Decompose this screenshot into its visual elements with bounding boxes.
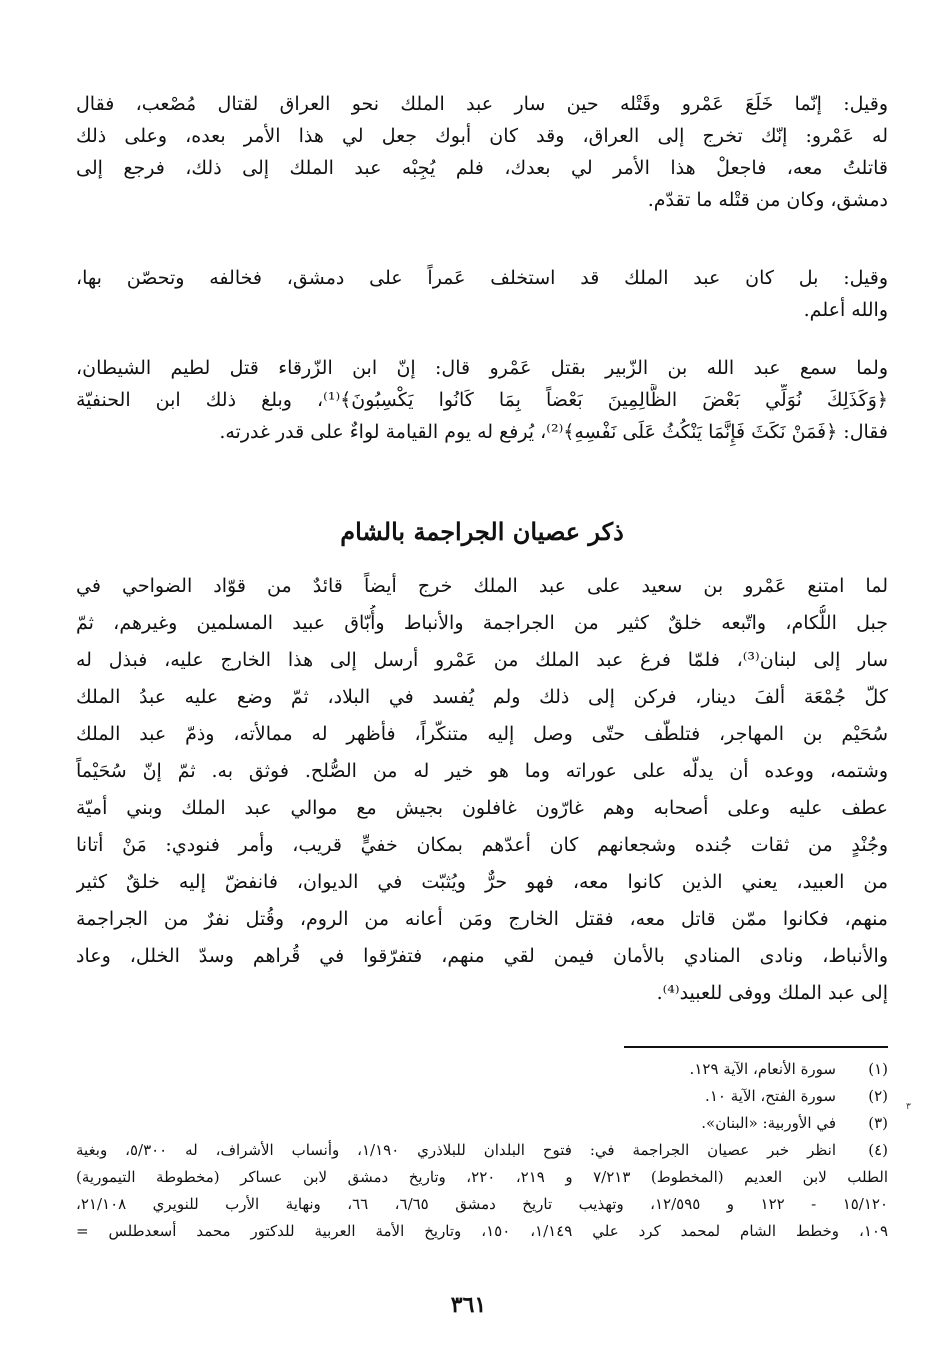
page-number: ٣٦١ [450,1292,487,1318]
text-line: إلى عبد الملك ووفى للعبيد⁽⁴⁾. [656,982,888,1004]
text-line: والله أعلم. [803,299,888,321]
text-line: قاتلتُ معه، فاجعلْ هذا الأمر لي بعدك، فلم يُجِبْه عبد الملك إلى ذلك، فرجع إلى [76,157,888,179]
footnote-line: ١٠٩، وخطط الشام لمحمد كرد علي ١/١٤٩، ١٥٠، وتاريخ الأمة العربية للدكتور محمد أسعدطلس = [76,1222,888,1240]
text-line: دمشق، وكان من قتْله ما تقدّم. [647,189,888,211]
text-line: جبل اللُّكام، واتّبعه خلقٌ كثير من الجراجمة والأنباط وأُبّاق عبيد المسلمين وغيرهم، ثمّ [76,612,888,634]
footnote-number: (٢) [868,1087,888,1105]
footnotes [76,1056,888,1245]
text-line: وجُنْدٍ من ثقات جُنده وشجعانهم كان أعدّهم بمكان خفيٍّ قريب، وأمر فنودي: مَنْ أتانا [76,834,888,856]
paragraph-4 [76,568,888,1012]
text-line: له عَمْرو: إنّك تخرج إلى العراق، وقد كان أبوك جعل لي هذا الأمر بعده، وعلى ذلك [76,125,888,147]
text-line: ولما سمع عبد الله بن الزّبير بقتل عَمْرو قال: إنّ ابن الزّرقاء قتل لطيم الشيطان، [76,357,888,379]
footnote-text: سورة الفتح، الآية ١٠. [705,1087,836,1105]
paragraph-3 [76,352,888,448]
text-line: كلّ جُمْعَة ألفَ دينار، فركن إلى ذلك ولم يُفسد في البلاد، ثمّ وضع عليه عبدُ الملك [76,686,888,708]
text-line: منهم، فكانوا ممّن قاتل معه، فقتل الخارج ومَن أعانه من الروم، وقُتل نفرٌ من الجراجمة [76,908,888,930]
text-line: من العبيد، يعني الذين كانوا معه، فهو حرٌّ ويُثبّت في الديوان، فانفضّ إليه خلقٌ كثير [76,871,888,893]
footnote-text: في الأوربية: «البنان». [701,1114,836,1132]
text-line: سُحَيْم بن المهاجر، فتلطّف حتّى وصل إليه متنكّراً، فأظهر له ممالأته، وذمّ عبد الملك [76,723,888,745]
footnote-1 [76,1056,888,1083]
margin-mark: ٣ [906,1102,911,1112]
text-line: وشتمه، ووعده أن يدلّه على عوراته وما هو خير له من الصُّلح. فوثق به. ثمّ إنّ سُحَيْماً [76,760,888,782]
footnote-number: (١) [868,1060,888,1078]
footnote-line: الطلب لابن العديم (المخطوط) ٧/٢١٣ و ٢١٩، ٢٢٠، وتاريخ دمشق لابن عساكر (مخطوطة التيمورية) [76,1168,888,1186]
text-line: سار إلى لبنان⁽³⁾، فلمّا فرغ عبد الملك من عَمْرو أرسل إلى هذا الخارج عليه، فبذل له [76,649,888,671]
paragraph-2 [76,262,888,326]
footnote-text [76,1137,836,1164]
footnote-line: انظر خبر عصيان الجراجمة في: فتوح البلدان للبلاذري ١/١٩٠، وأنساب الأشراف، له ٥/٣٠٠، وبغية [76,1141,836,1159]
text-line: لما امتنع عَمْرو بن سعيد على عبد الملك خرج أيضاً قائدٌ من قوّاد الضواحي في [76,575,888,597]
text-line: عطف عليه وعلى أصحابه وهم غارّون غافلون بجيش مع موالي عبد الملك وبني أميّة [76,797,888,819]
footnote-line: ١٥/١٢٠ - ١٢٢ و ١٢/٥٩٥، وتهذيب تاريخ دمشق ٦/٦٥، ٦٦، ونهاية الأرب للنويري ٢١/١٠٨، [76,1195,888,1213]
footnote-text: سورة الأنعام، الآية ١٢٩. [689,1060,836,1078]
footnote-3 [76,1110,888,1137]
footnote-2 [76,1083,888,1110]
text-line: وقيل: بل كان عبد الملك قد استخلف عَمراً على دمشق، فخالفه وتحصّن بها، [76,267,888,289]
footnote-divider [624,1046,888,1048]
quran-verse-line: فقال: ﴿فَمَنْ نَكَثَ فَإِنَّمَا يَنْكُثُ عَلَى نَفْسِهِ﴾⁽²⁾، يُرفع له يوم القيامة لواءٌ على قدر غدرته. [219,421,888,443]
section-heading: ذكر عصيان الجراجمة بالشام [340,517,624,546]
paragraph-1 [76,88,888,216]
footnote-number: (٤) [868,1141,888,1159]
footnote-number: (٣) [868,1114,888,1132]
text-line: وقيل: إنّما خَلَعَ عَمْرو وقَتْله حين سار عبد الملك نحو العراق لقتال مُصْعب، فقال [76,93,888,115]
text-line: والأنباط، ونادى المنادي بالأمان فيمن لقي منهم، فتفرّقوا في قُراهم وسدّ الخلل، وعاد [76,945,888,967]
footnote-4 [76,1137,888,1164]
quran-verse-line: ﴿وَكَذَلِكَ نُوَلِّي بَعْضَ الظَّالِمِينَ بَعْضاً بِمَا كَانُوا يَكْسِبُونَ﴾⁽¹⁾، وبلغ ذلك ابن الحنفيّة [76,389,888,411]
